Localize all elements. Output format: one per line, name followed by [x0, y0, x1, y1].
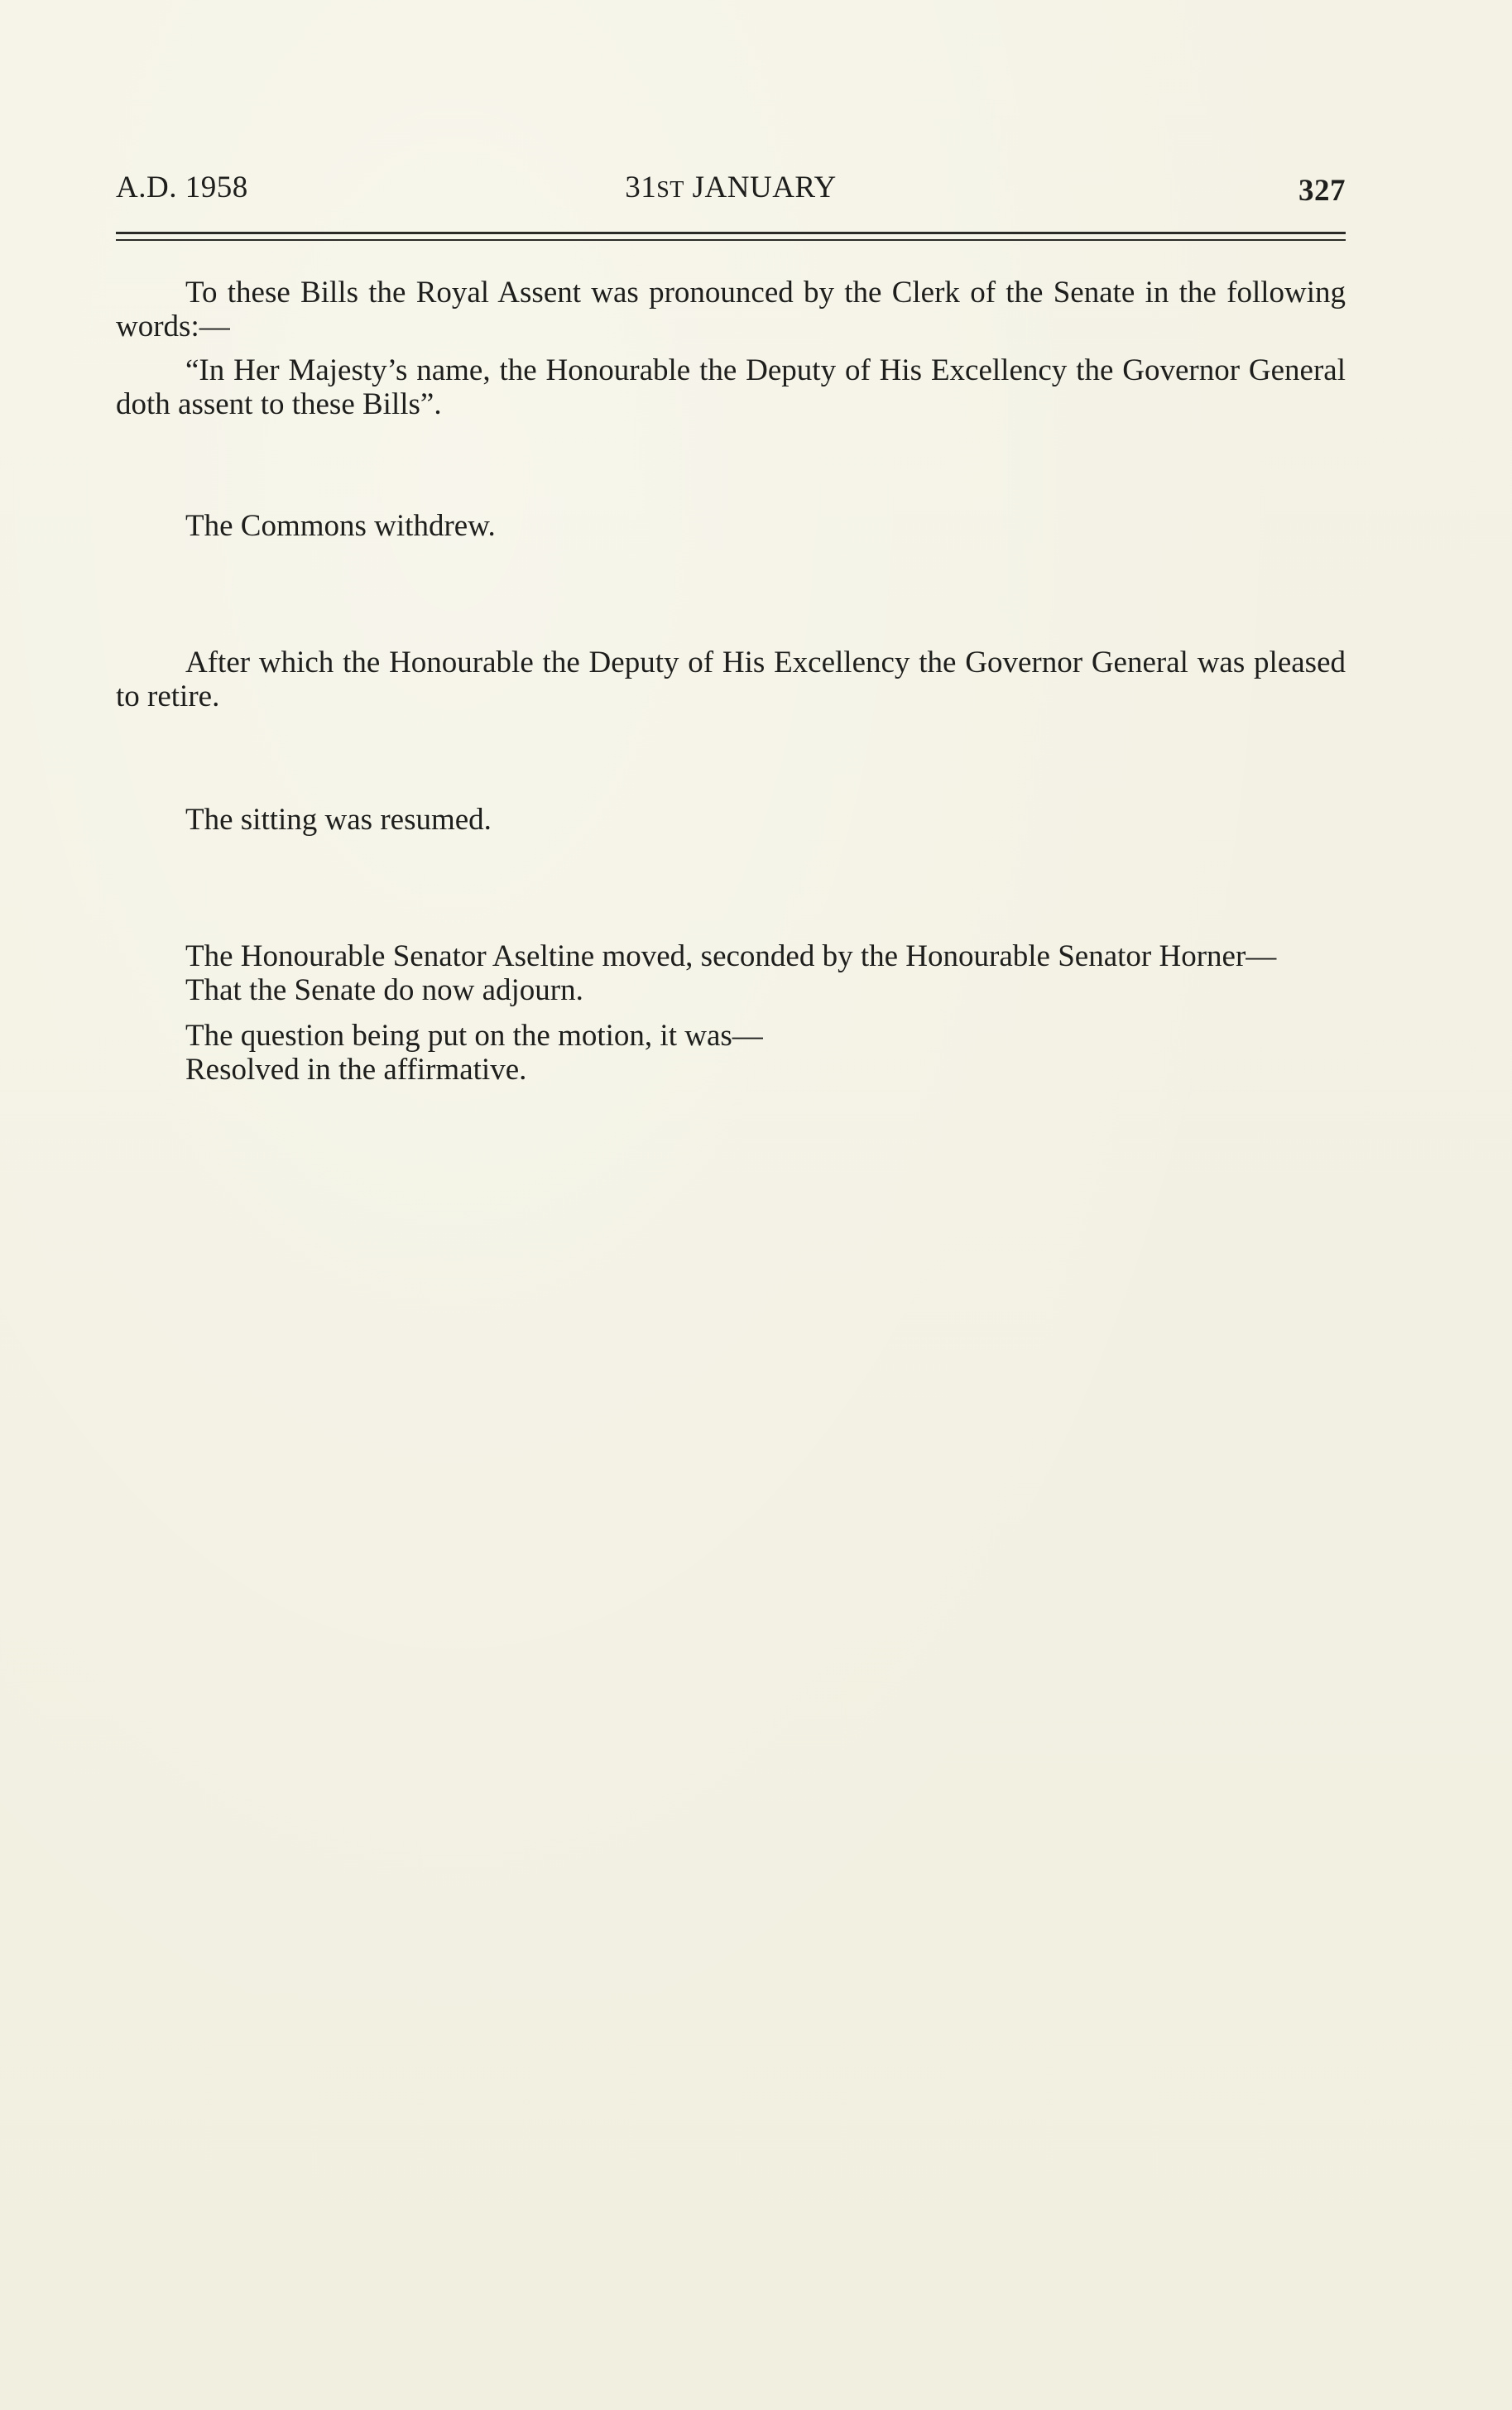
running-header [116, 170, 1346, 211]
paragraph-commons-withdrew: The Commons withdrew. [185, 509, 496, 543]
header-date-day: 31 [625, 170, 657, 204]
paragraph-assent-words: “In Her Majesty’s name, the Honourable the Deputy of His Excellency the Governor General doth assent to these Bills”. [116, 353, 1346, 421]
header-year: A.D. 1958 [116, 170, 248, 204]
paragraph-motion: The Honourable Senator Aseltine moved, seconded by the Honourable Senator Horner— [185, 939, 1277, 973]
paragraph-resolved: Resolved in the affirmative. [185, 1053, 527, 1087]
header-date-month: JANUARY [692, 170, 837, 204]
header-date-ordinal: ST [656, 177, 684, 203]
paragraph-deputy-retire: After which the Honourable the Deputy of His Excellency the Governor General was pleased to retire. [116, 646, 1346, 713]
paragraph-question-put: The question being put on the motion, it was— [185, 1019, 763, 1053]
page-number: 327 [1298, 174, 1346, 208]
header-rule-upper [116, 232, 1346, 234]
paragraph-sitting-resumed: The sitting was resumed. [185, 803, 492, 837]
header-rule-lower [116, 239, 1346, 241]
paragraph-motion-text: That the Senate do now adjourn. [185, 973, 583, 1007]
header-date [116, 170, 1346, 205]
paragraph-royal-assent: To these Bills the Royal Assent was pronounced by the Clerk of the Senate in the following words:— [116, 276, 1346, 343]
journal-body [116, 276, 1346, 1087]
